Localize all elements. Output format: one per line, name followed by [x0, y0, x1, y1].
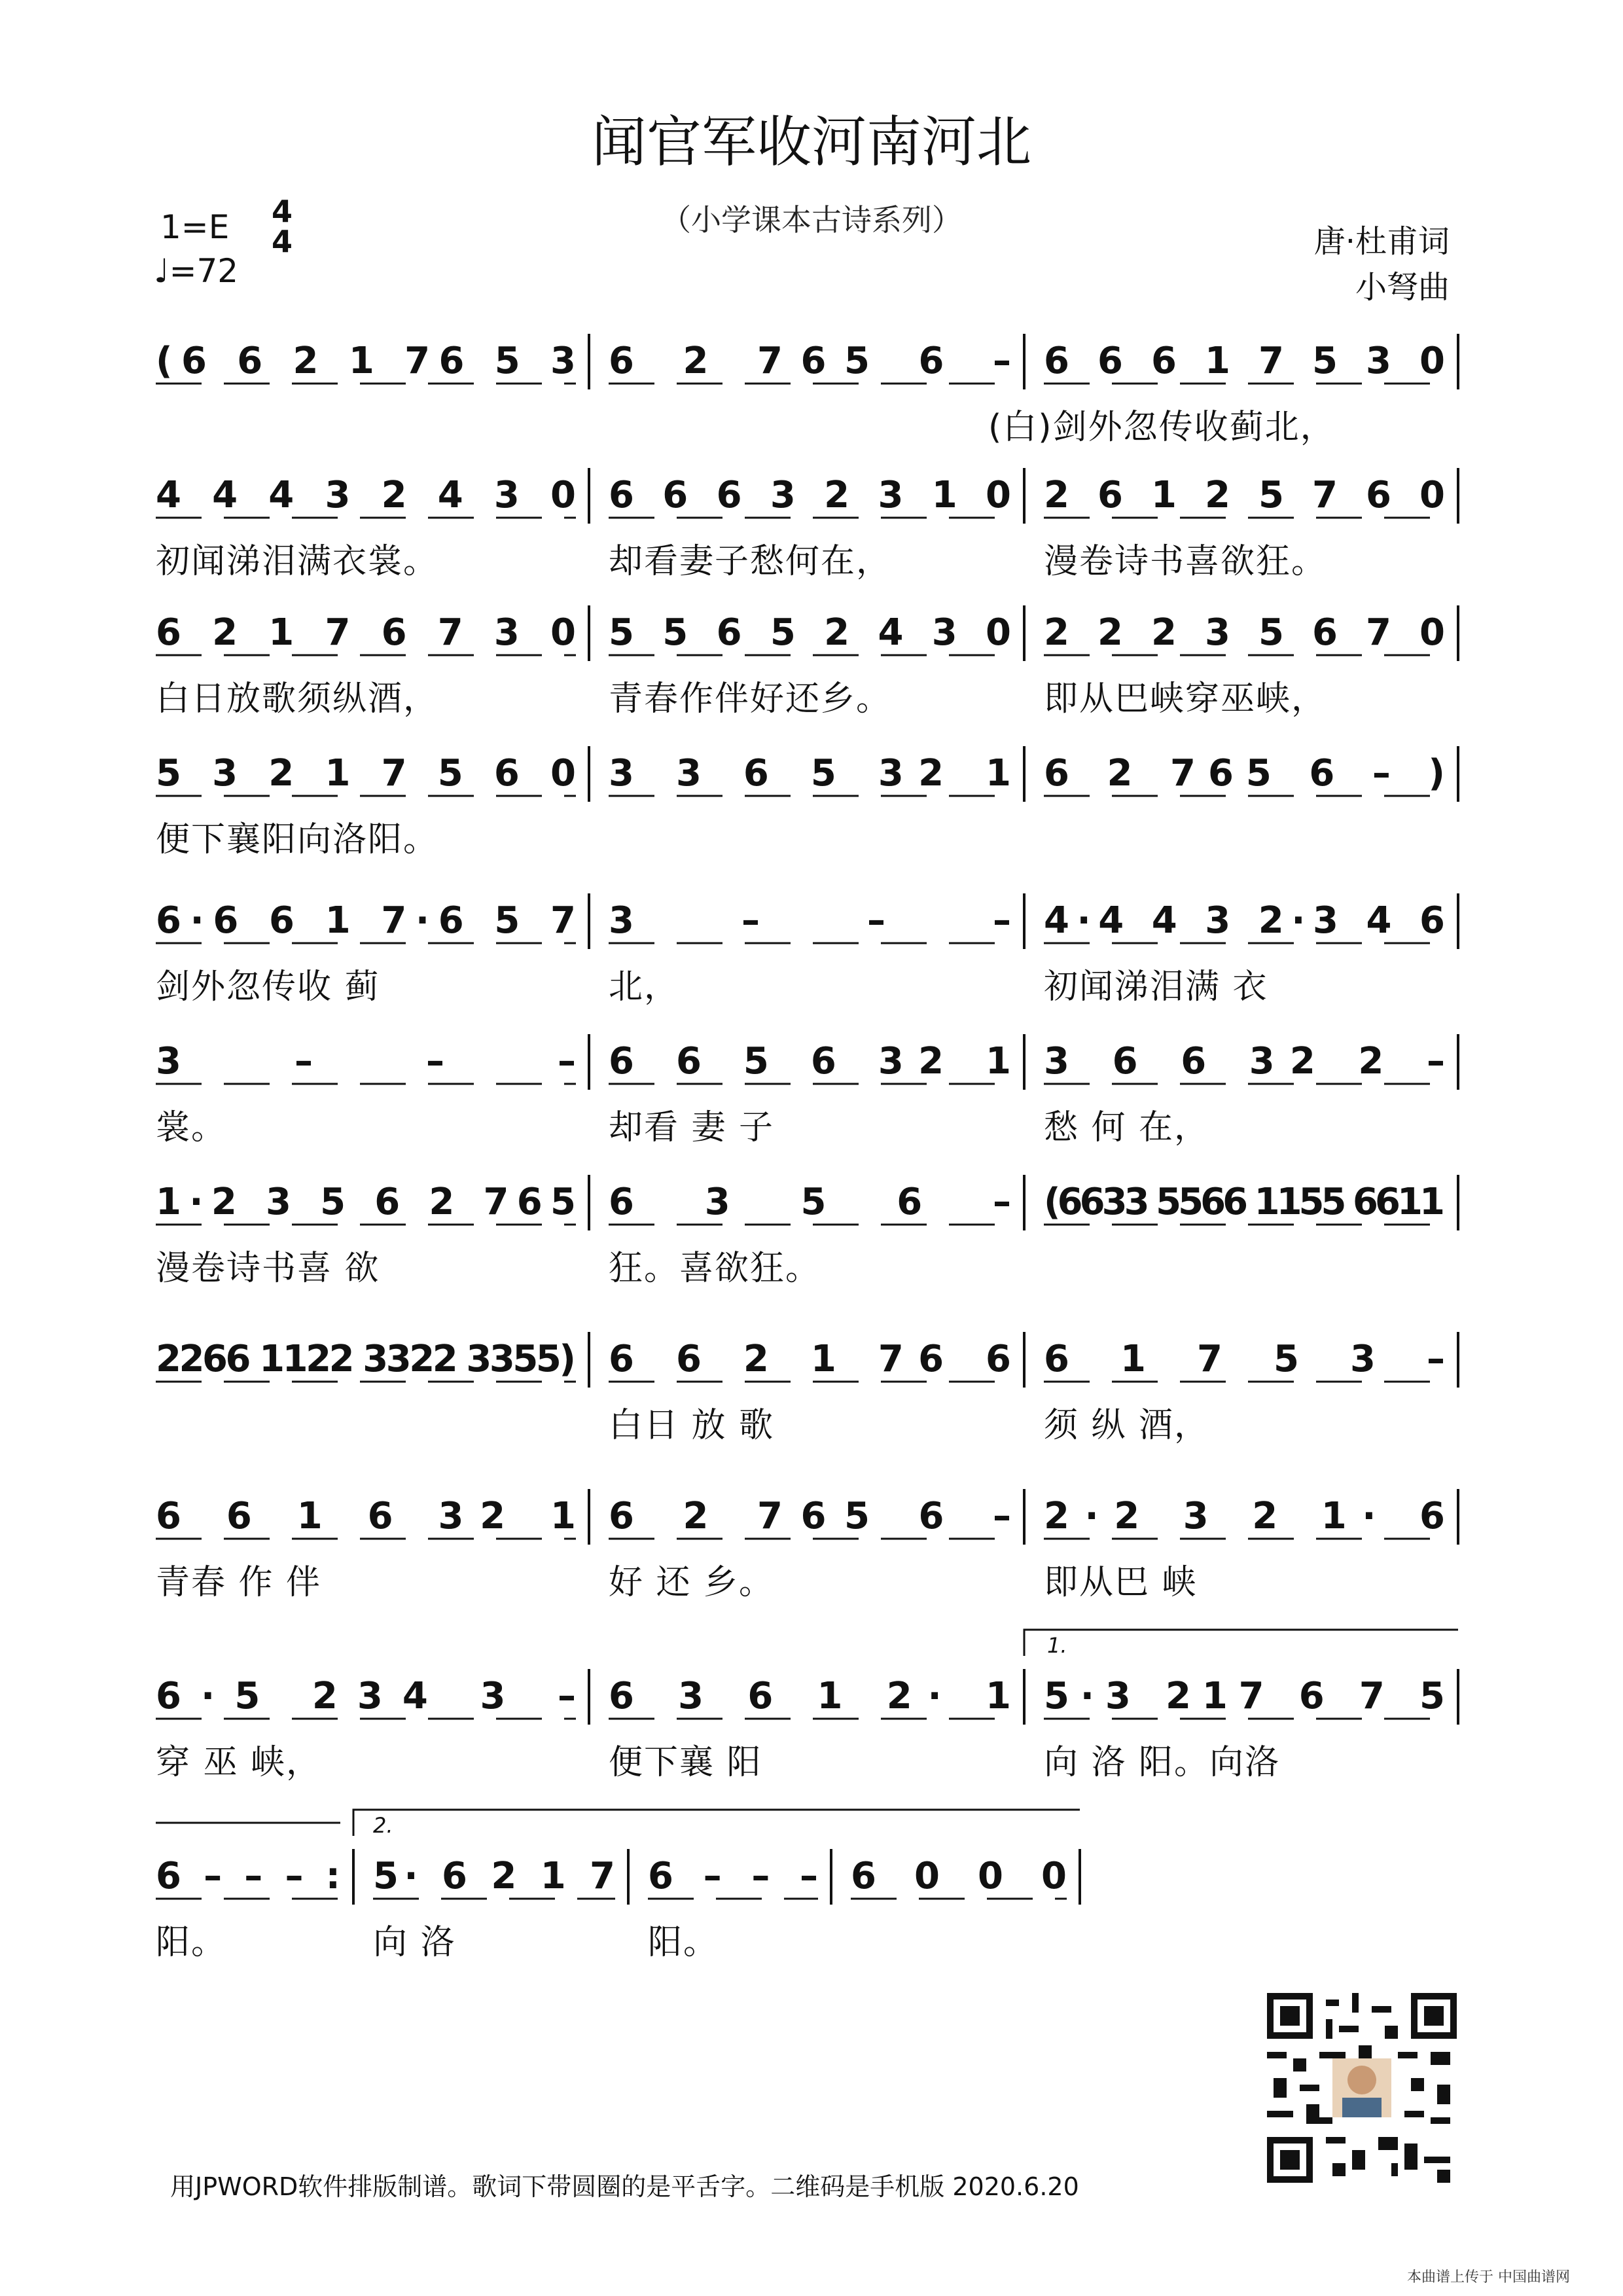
- notation-row-3: [0, 612, 1623, 743]
- tempo-mark: ♩=72: [154, 252, 239, 290]
- lyric-line: 须 纵 酒，: [1044, 1406, 1210, 1445]
- lyric-line: 青春作伴好还乡。: [609, 679, 892, 719]
- lyric-line: 便下襄阳向洛阳。: [156, 820, 439, 859]
- measure-notes: 3 – – –: [156, 1040, 576, 1083]
- notation-row-svg: [0, 1181, 1623, 1312]
- measure-notes: 6 6 6 1 7 5 3 0: [1044, 340, 1445, 382]
- measure-notes: 2·2 3 2 1· 6: [1044, 1495, 1445, 1537]
- measure-notes: 6 2 765 6 – ): [1044, 752, 1445, 795]
- lyric-line: 穿 巫 峡，: [156, 1743, 322, 1782]
- notation-row-6: [0, 1041, 1623, 1172]
- notation-row-svg: [0, 1041, 1623, 1172]
- notation-row-svg: [0, 475, 1623, 605]
- measure-notes: 6 0 0 0: [851, 1855, 1067, 1897]
- lyric-line: 剑外忽传收 蓟: [156, 967, 380, 1007]
- time-signature: [272, 196, 293, 257]
- measure-notes: 6 6 2 1 76 6: [609, 1338, 1011, 1380]
- notation-row-svg: [0, 753, 1623, 884]
- measure-notes: 6 3 5 6 –: [609, 1181, 1011, 1223]
- notation-row-5: [0, 900, 1623, 1031]
- notation-row-4: [0, 753, 1623, 884]
- lyric-line: 青春 作 伴: [156, 1563, 322, 1602]
- lyric-line: 白日 放 歌: [609, 1406, 775, 1445]
- measure-notes: 5·3 217 6 7 5: [1044, 1675, 1445, 1717]
- measure-notes: 6 – – – :: [156, 1855, 340, 1897]
- lyric-line: 却看妻子愁何在，: [609, 542, 892, 581]
- notation-row-svg: [0, 1496, 1623, 1626]
- measure-notes: 6 2 765 6 –: [609, 340, 1011, 382]
- measure-notes: 6 3 6 1 2· 1: [609, 1675, 1011, 1717]
- lyric-line: 愁 何 在，: [1044, 1108, 1210, 1147]
- lyric-line: 白日放歌须纵酒，: [156, 679, 439, 719]
- measure-notes: 6 2 765 6 –: [609, 1495, 1011, 1537]
- notation-row-7: [0, 1181, 1623, 1312]
- lyric-line: 狂。喜欲狂。: [609, 1249, 821, 1288]
- notation-row-10: [0, 1633, 1623, 1806]
- footer-note: 用JPWORD软件排版制谱。歌词下带圆圈的是平舌字。二维码是手机版 2020.6.20: [170, 2172, 1079, 2201]
- measure-notes: 2266 1122 3322 3355): [156, 1338, 576, 1380]
- measure-notes: 4 4 4 3 2 4 3 0: [156, 474, 576, 516]
- song-subtitle: （小学课本古诗系列）: [661, 202, 962, 238]
- lyric-line: 却看 妻 子: [609, 1108, 775, 1147]
- measure-notes: (6 6 2 1 76 5 3: [156, 340, 576, 382]
- measure-notes: 6 6 6 3 2 3 1 0: [609, 474, 1011, 516]
- lyric-line: 好 还 乡。: [609, 1563, 775, 1602]
- volta-label-2: 2.: [373, 1813, 393, 1838]
- notation-row-svg: [0, 1633, 1623, 1806]
- notation-row-9: [0, 1496, 1623, 1626]
- notation-row-svg: [0, 900, 1623, 1031]
- measure-notes: 6·5 234 3 –: [156, 1675, 576, 1717]
- lyric-line: 即从巴 峡: [1044, 1563, 1198, 1602]
- measure-notes: 6 1 7 5 3 –: [1044, 1338, 1445, 1380]
- measure-notes: 6 2 1 7 6 7 3 0: [156, 611, 576, 654]
- volta-label-1: 1.: [1047, 1633, 1067, 1658]
- measure-notes: 3 6 6 32 2 –: [1044, 1040, 1445, 1083]
- notation-row-svg: [0, 1338, 1623, 1469]
- lyric-line: 初闻涕泪满衣裳。: [156, 542, 439, 581]
- measure-notes: 2 6 1 2 5 7 6 0: [1044, 474, 1445, 516]
- lyric-line: 阳。: [648, 1923, 719, 1962]
- measure-notes: 6 6 5 6 32 1: [609, 1040, 1011, 1083]
- measure-notes: 3 – – –: [609, 899, 1011, 942]
- measure-notes: 4·4 4 3 2·3 4 6: [1044, 899, 1445, 942]
- measure-notes: 1·2 3 5 6 2 765: [156, 1181, 576, 1223]
- lyricist: 唐·杜甫词: [1313, 223, 1450, 260]
- measure-notes: 5· 6 2 1 7: [373, 1855, 615, 1897]
- qr-code-icon: [1267, 1993, 1457, 2183]
- composer: 小弩曲: [1355, 269, 1450, 306]
- measure-notes: 3 3 6 5 32 1: [609, 752, 1011, 795]
- time-bottom: 4: [272, 224, 293, 259]
- measure-notes: 6·6 6 1 7·6 5 7: [156, 899, 576, 942]
- notation-row-2: [0, 475, 1623, 605]
- measure-notes: 5 3 2 1 7 5 6 0: [156, 752, 576, 795]
- notation-row-8: [0, 1338, 1623, 1469]
- lyric-line: 向 洛 阳。向洛: [1044, 1743, 1281, 1782]
- volta-bracket-2: [353, 1810, 1080, 1836]
- lyric-line: 初闻涕泪满 衣: [1044, 967, 1268, 1007]
- measure-notes: (6633 5566 1155 6611: [1044, 1181, 1445, 1223]
- lyric-line: 漫卷诗书喜 欲: [156, 1249, 380, 1288]
- lyric-line: 即从巴峡穿巫峡，: [1044, 679, 1327, 719]
- time-top: 4: [272, 194, 293, 229]
- upload-note: 本曲谱上传于 中国曲谱网: [1407, 2269, 1570, 2286]
- measure-notes: 6 6 1 6 32 1: [156, 1495, 576, 1537]
- measure-notes: 2 2 2 3 5 6 7 0: [1044, 611, 1445, 654]
- key-signature: 1=E: [160, 208, 230, 246]
- notation-row-11: [0, 1813, 1623, 1986]
- lyric-line: 裳。: [156, 1108, 227, 1147]
- lyric-line: 阳。: [156, 1923, 227, 1962]
- lyric-line: 便下襄 阳: [609, 1743, 762, 1782]
- lyric-line: (白)剑外忽传收蓟北，: [988, 408, 1336, 447]
- lyric-line: 漫卷诗书喜欲狂。: [1044, 542, 1327, 581]
- volta-bracket-1: [1024, 1630, 1458, 1656]
- notation-row-1: [0, 340, 1623, 471]
- notation-row-svg: [0, 612, 1623, 743]
- lyric-line: 向 洛: [373, 1923, 456, 1962]
- measure-notes: 5 5 6 5 2 4 3 0: [609, 611, 1011, 654]
- lyric-line: 北，: [609, 967, 680, 1007]
- song-title: 闻官军收河南河北: [591, 110, 1031, 174]
- measure-notes: 6 – – –: [648, 1855, 818, 1897]
- notation-row-svg: [0, 340, 1623, 471]
- notation-row-svg: [0, 1813, 1623, 1986]
